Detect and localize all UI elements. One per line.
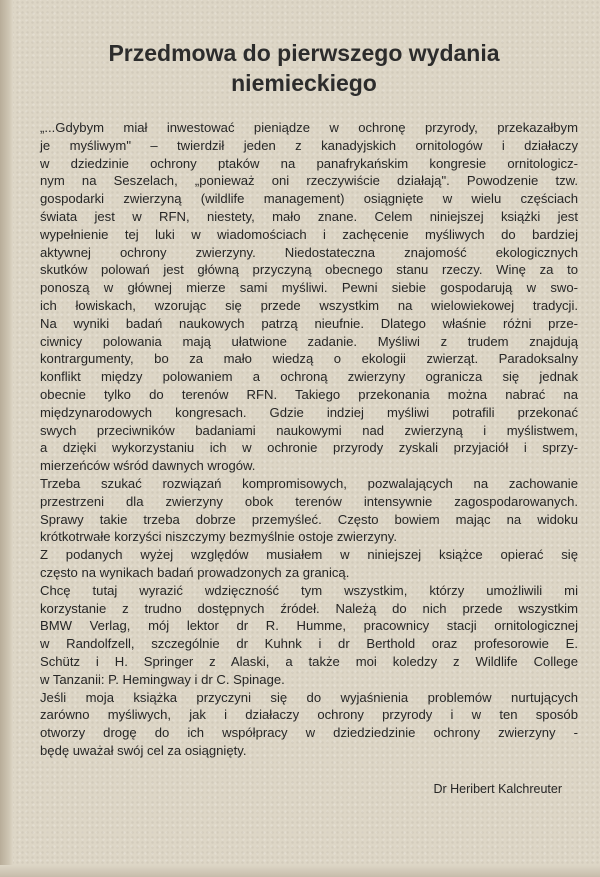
- text-line: krótkotrwałe korzyści niszczymy bezmyślnie ostoje zwierzyny.: [40, 529, 398, 545]
- text-line: międzynarodowych kongresach. Gdzie indziej myśliwi potrafili przekonać: [40, 404, 578, 420]
- text-line: zarówno myśliwych, jak i działaczy ochrony przyrody i w ten sposób: [40, 707, 578, 723]
- preface-body: [40, 119, 578, 760]
- text-line: skutków polowań jest główną przyczyną obecnego stanu rzeczy. Winę za to: [40, 262, 578, 278]
- title-line: niemieckiego: [231, 70, 377, 96]
- text-line: ponoszą w głównej mierze sami myśliwi. Pewni siebie gospodarują w swo-: [40, 280, 578, 296]
- text-line: wypełnienie tej luki w wiadomościach i zachęcenie myśliwych do bardziej: [40, 226, 578, 242]
- text-line: Sprawy takie trzeba dobrze przemyśleć. Często bowiem mając na widoku: [40, 511, 578, 527]
- text-line: świata jest w RFN, niestety, mało znane. Celem niniejszej książki jest: [40, 208, 578, 224]
- page-title: [28, 38, 580, 98]
- page-binding-edge: [0, 0, 13, 877]
- text-line: BMW Verlag, mój lektor dr R. Humme, pracownicy stacji ornitologicznej: [40, 618, 578, 634]
- text-line: Jeśli moja książka przyczyni się do wyjaśnienia problemów nurtujących: [40, 689, 578, 705]
- text-line: Chcę tutaj wyrazić wdzięczność tym wszystkim, którzy umożliwili mi: [40, 582, 578, 598]
- text-line: „...Gdybym miał inwestować pieniądze w ochronę przyrody, przekazałbym: [40, 120, 578, 135]
- text-line: w Randolfzell, szczególnie dr Kuhnk i dr Berthold oraz profesorowie E.: [40, 636, 578, 652]
- text-line: obecnie tylko do terenów RFN. Takiego przekonania można nabrać na: [40, 386, 578, 402]
- text-line: swych przeciwników badaniami naukowymi nad zwierzyną i myślistwem,: [40, 422, 578, 438]
- text-line: ciwnicy polowania mają ułatwione zadanie. Myśliwi z trudem znajdują: [40, 333, 578, 349]
- text-line: Z podanych wyżej względów musiałem w niniejszej książce opierać się: [40, 547, 578, 563]
- page-bottom-edge: [0, 865, 600, 877]
- text-line: Na wyniki badań naukowych patrzą nieufnie. Dlatego właśnie różni prze-: [40, 315, 578, 331]
- text-line: otworzy drogę do ich współpracy w dziedziedzinie ochrony zwierzyny -: [40, 725, 578, 741]
- text-line: ich łowiskach, wzorując się przede wszystkim na wielowiekowej tradycji.: [40, 297, 578, 313]
- author-signature: Dr Heribert Kalchreuter: [433, 782, 562, 796]
- text-line: kontrargumenty, bo za mało wiedzą o ekologii zwierząt. Paradoksalny: [40, 351, 578, 367]
- text-line: w Tanzanii: P. Hemingway i dr C. Spinage.: [40, 671, 285, 687]
- text-line: je myśliwym" – twierdził jeden z kanadyjskich ornitologów i działaczy: [40, 137, 578, 153]
- text-line: a dzięki wykorzystaniu ich w ochronie przyrody zyskali przyjaciół i sprzy-: [40, 440, 578, 456]
- text-line: korzystanie z trudno dostępnych źródeł. Należą do nich przede wszystkim: [40, 600, 578, 616]
- text-line: Schütz i H. Springer z Alaski, a także moi koledzy z Wildlife College: [40, 653, 578, 669]
- text-line: aktywnej ochrony zwierzyny. Niedostateczna znajomość ekologicznych: [40, 244, 578, 260]
- text-line: mierzeńców wśród dawnych wrogów.: [40, 458, 256, 474]
- text-line: często na wynikach badań prowadzonych za granicą.: [40, 564, 350, 580]
- text-line: gospodarki zwierzyną (wildlife management) osiągnięte w wielu częściach: [40, 191, 578, 207]
- text-line: przestrzeni dla zwierzyny obok terenów intensywnie zagospodarowanych.: [40, 493, 578, 509]
- title-line: Przedmowa do pierwszego wydania: [108, 40, 500, 66]
- text-line: Trzeba szukać rozwiązań kompromisowych, pozwalających na zachowanie: [40, 475, 578, 491]
- text-line: będę uważał swój cel za osiągnięty.: [40, 742, 247, 758]
- text-line: w dziedzinie ochrony ptaków na panafrykańskim kongresie ornitologicz-: [40, 155, 578, 171]
- text-line: nym na Seszelach, „ponieważ oni rzeczywiście działają". Powodzenie tzw.: [40, 173, 578, 189]
- text-line: konflikt między polowaniem a ochroną zwierzyny ogranicza się jednak: [40, 369, 578, 385]
